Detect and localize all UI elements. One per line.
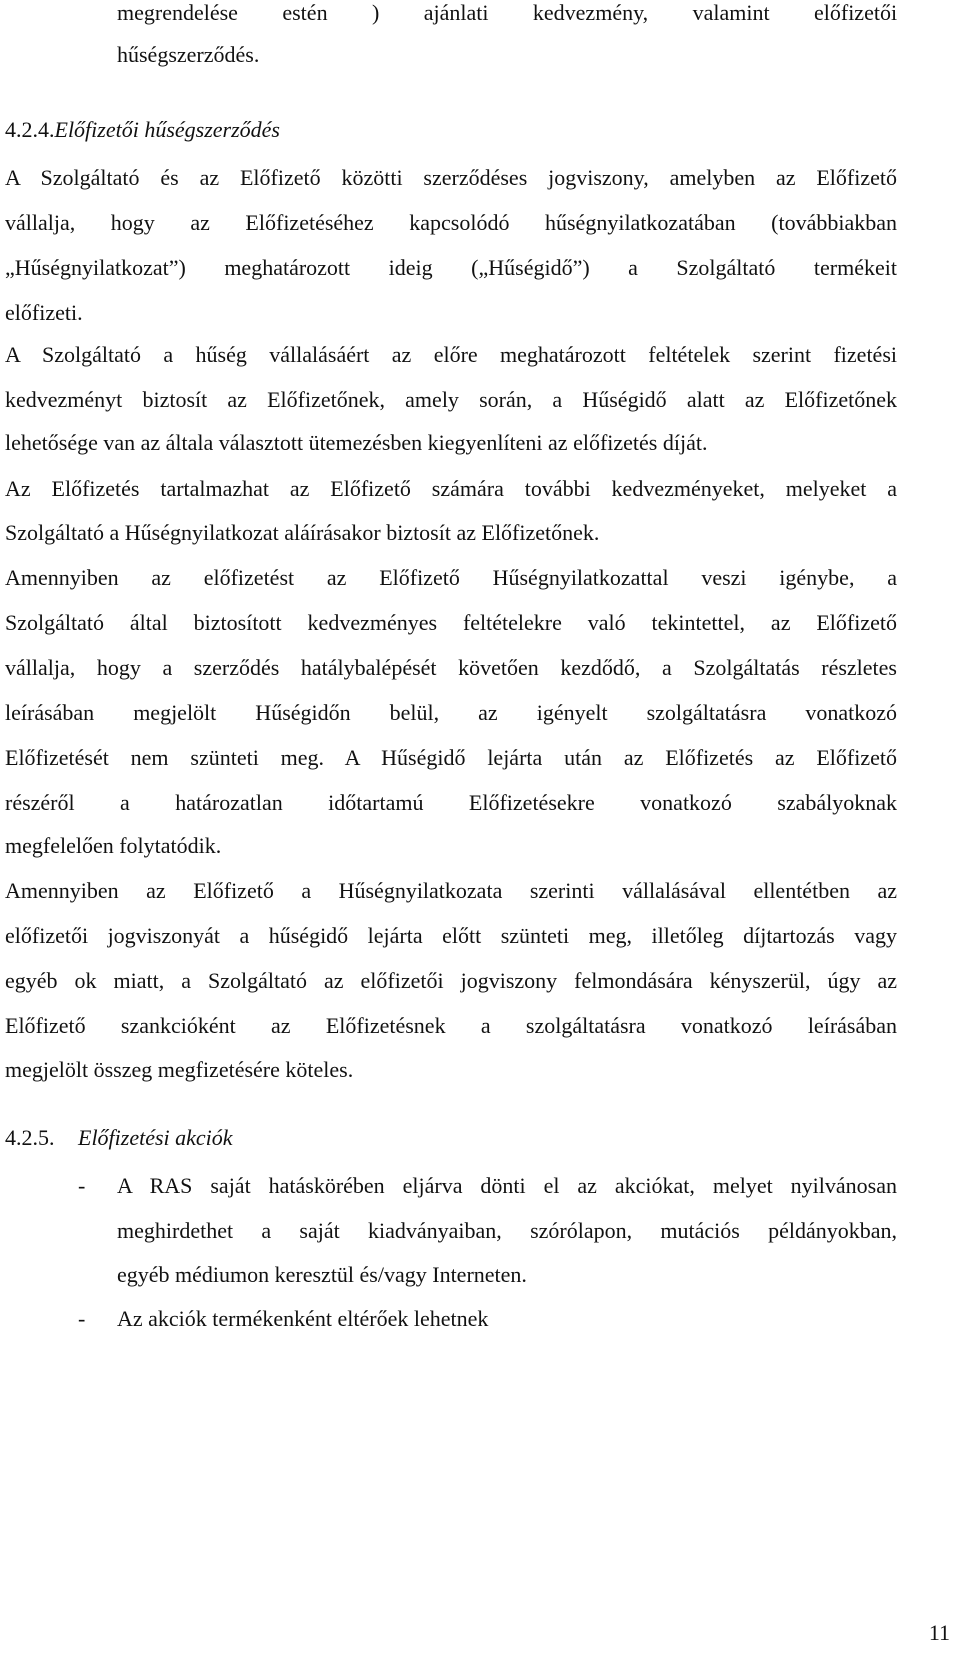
paragraph-line: Előfizető szankcióként az Előfizetésnek a szolgáltatásra vonatkozó leírásában — [5, 1013, 897, 1038]
paragraph-line: megfelelően folytatódik. — [5, 833, 222, 858]
word: valamint — [692, 0, 770, 25]
paragraph-line: kedvezményt biztosít az Előfizetőnek, amely során, a Hűségidő alatt az Előfizetőnek — [5, 387, 897, 412]
bullet-marker: - — [78, 1306, 86, 1331]
page-number: 11 — [928, 1620, 950, 1645]
paragraph-line: egyéb ok miatt, a Szolgáltató az előfizetői jogviszony felmondására kényszerül, úgy az — [5, 968, 897, 993]
bullet-line: meghirdethet a saját kiadványaiban, szórólapon, mutációs példányokban, — [117, 1218, 897, 1243]
paragraph-line: Az Előfizetés tartalmazhat az Előfizető számára további kedvezményeket, melyeket a — [5, 476, 897, 501]
paragraph-line: vállalja, hogy az Előfizetéséhez kapcsolódó hűségnyilatkozatában (továbbiakban — [5, 210, 897, 235]
word: ) — [371, 0, 380, 25]
word: estén — [282, 0, 328, 25]
word: ajánlati — [423, 0, 489, 25]
paragraph-line: Amennyiben az előfizetést az Előfizető Hűségnyilatkozattal veszi igénybe, a — [5, 565, 897, 590]
word: előfizetői — [813, 0, 898, 25]
section-number: 4.2.5. — [5, 1125, 55, 1150]
paragraph-line: A Szolgáltató és az Előfizető közötti szerződéses jogviszony, amelyben az Előfizető — [5, 165, 897, 190]
paragraph-line: Amennyiben az Előfizető a Hűségnyilatkozata szerinti vállalásával ellentétben az — [5, 878, 897, 903]
bullet-line: A RAS saját hatáskörében eljárva dönti el az akciókat, melyet nyilvánosan — [117, 1173, 897, 1198]
bullet-line: Az akciók termékenként eltérőek lehetnek — [117, 1306, 489, 1331]
section-title: Előfizetői hűségszerződés — [54, 117, 280, 142]
paragraph-line: előfizeti. — [5, 300, 83, 325]
paragraph-line: Előfizetését nem szünteti meg. A Hűségidő lejárta után az Előfizetés az Előfizető — [5, 745, 897, 770]
paragraph-line: Szolgáltató a Hűségnyilatkozat aláírásakor biztosít az Előfizetőnek. — [5, 520, 600, 545]
paragraph-line: leírásában megjelölt Hűségidőn belül, az igényelt szolgáltatásra vonatkozó — [5, 700, 897, 725]
paragraph-line: megjelölt összeg megfizetésére köteles. — [5, 1057, 354, 1082]
bullet-marker: - — [78, 1173, 86, 1198]
top-paragraph-line-1 — [117, 0, 897, 26]
word: kedvezmény, — [532, 0, 649, 25]
paragraph-line: vállalja, hogy a szerződés hatálybalépését követően kezdődő, a Szolgáltatás részletes — [5, 655, 897, 680]
section-title: Előfizetési akciók — [78, 1125, 233, 1150]
section-number: 4.2.4. — [5, 117, 55, 142]
paragraph-line: „Hűségnyilatkozat”) meghatározott ideig („Hűségidő”) a Szolgáltató termékeit — [5, 255, 897, 280]
paragraph-line: részéről a határozatlan időtartamú Előfizetésekre vonatkozó szabályoknak — [5, 790, 897, 815]
paragraph-line: lehetősége van az általa választott ütemezésben kiegyenlíteni az előfizetés díját. — [5, 430, 708, 455]
bullet-line: egyéb médiumon keresztül és/vagy Interneten. — [117, 1262, 527, 1287]
paragraph-line: előfizetői jogviszonyát a hűségidő lejárta előtt szünteti meg, illetőleg díjtartozás vagy — [5, 923, 897, 948]
word: megrendelése — [117, 0, 238, 25]
top-paragraph-line-2: hűségszerződés. — [117, 42, 260, 67]
section-heading-4-2-4 — [5, 117, 280, 143]
paragraph-line: A Szolgáltató a hűség vállalásáért az előre meghatározott feltételek szerint fizetési — [5, 342, 897, 367]
paragraph-line: Szolgáltató által biztosított kedvezményes feltételekre való tekintettel, az Előfizető — [5, 610, 897, 635]
